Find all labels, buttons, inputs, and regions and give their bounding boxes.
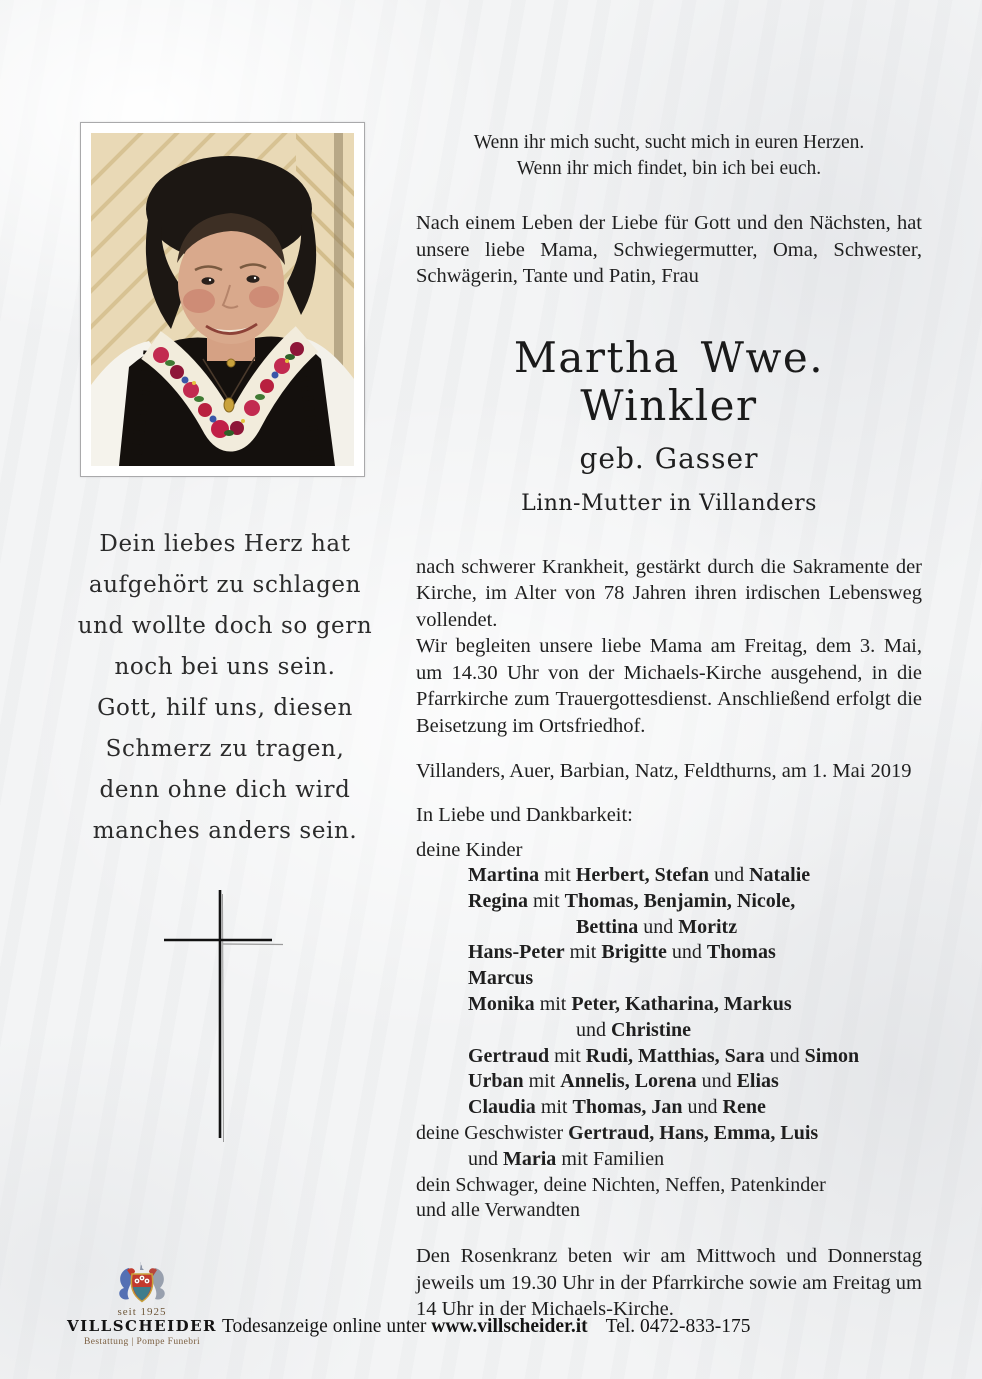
poem-line: manches anders sein. bbox=[92, 818, 358, 844]
deceased-name: Martha Wwe. Winkler bbox=[513, 332, 825, 430]
rosary-paragraph: Den Rosenkranz beten wir am Mittwoch und Donnerstag jeweils um 19.30 Uhr in der Pfarrkirche sowie am Freitag um 14 Uhr in der Michaels-Kirche. bbox=[416, 1245, 922, 1321]
portrait-photo bbox=[91, 133, 354, 466]
portrait-photo-frame bbox=[80, 122, 365, 477]
intro-paragraph: Nach einem Leben der Liebe für Gott und den Nächsten, hat unsere liebe Mama, Schwiegermutter, Oma, Schwester, Schwägerin, Tante und Patin, Frau bbox=[416, 212, 922, 287]
family-list bbox=[416, 863, 922, 1224]
children-label: deine Kinder bbox=[416, 839, 523, 861]
villscheider-crest-logo bbox=[117, 1261, 167, 1307]
memorial-poem bbox=[65, 524, 385, 852]
announcement-paragraph-2: Wir begleiten unsere liebe Mama am Freitag, dem 3. Mai, um 14.30 Uhr von der Michaels-Kirche ausgehend, in die Pfarrkirche zum Trauergottesdienst. Anschließend erfolgt die Beisetzung im Ortsfriedhof. bbox=[416, 635, 922, 737]
family-line: Claudia mit Thomas, Jan und Rene bbox=[468, 1096, 766, 1119]
family-line: Regina mit Thomas, Benjamin, Nicole, bbox=[468, 889, 796, 912]
poem-line: noch bei uns sein. bbox=[114, 654, 336, 680]
footer-phone: Tel. 0472-833-175 bbox=[605, 1316, 751, 1337]
poem-line: Dein liebes Herz hat bbox=[99, 531, 351, 557]
poem-line: aufgehört zu schlagen bbox=[88, 572, 362, 598]
family-line: Monika mit Peter, Katharina, Markus bbox=[468, 992, 792, 1015]
family-line: deine Geschwister Gertraud, Hans, Emma, Luis bbox=[416, 1121, 819, 1144]
poem-line: und wollte doch so gern bbox=[77, 613, 373, 639]
footer-notice bbox=[222, 1316, 751, 1338]
memorial-cross-icon bbox=[148, 880, 298, 1152]
family-line: Urban mit Annelis, Lorena und Elias bbox=[468, 1070, 779, 1093]
place-date-line: Villanders, Auer, Barbian, Natz, Feldthurns, am 1. Mai 2019 bbox=[416, 760, 912, 782]
poem-line: Schmerz zu tragen, bbox=[105, 736, 345, 762]
family-line: und Maria mit Familien bbox=[468, 1147, 665, 1170]
footer-notice-prefix: Todesanzeige online unter bbox=[222, 1316, 432, 1337]
epigraph bbox=[416, 130, 922, 182]
family-line: Marcus bbox=[468, 967, 534, 990]
epigraph-line-2: Wenn ihr mich findet, bin ich bei euch. bbox=[516, 158, 822, 179]
brand-name: VILLSCHEIDER bbox=[66, 1317, 218, 1335]
family-line: Bettina und Moritz bbox=[576, 915, 738, 938]
family-line: und Christine bbox=[576, 1018, 691, 1041]
poem-line: denn ohne dich wird bbox=[99, 777, 351, 803]
family-line: dein Schwager, deine Nichten, Neffen, Patenkinder bbox=[416, 1173, 826, 1196]
announcement-column bbox=[416, 130, 922, 1323]
footer-website: www.villscheider.it bbox=[431, 1316, 588, 1337]
brand-subtitle: Bestattung | Pompe Funebri bbox=[83, 1337, 200, 1347]
family-line: und alle Verwandten bbox=[416, 1199, 581, 1222]
family-line: Martina mit Herbert, Stefan und Natalie bbox=[468, 864, 811, 886]
family-line: Hans-Peter mit Brigitte und Thomas bbox=[468, 941, 776, 964]
house-name: Linn-Mutter in Villanders bbox=[521, 490, 817, 516]
poem-line: Gott, hilf uns, diesen bbox=[97, 695, 353, 721]
maiden-name: geb. Gasser bbox=[579, 441, 759, 475]
family-line: Gertraud mit Rudi, Matthias, Sara und Simon bbox=[468, 1044, 860, 1067]
epigraph-line-1: Wenn ihr mich sucht, sucht mich in euren Herzen. bbox=[473, 132, 865, 153]
gratitude-line: In Liebe und Dankbarkeit: bbox=[416, 804, 633, 826]
announcement-paragraph-1: nach schwerer Krankheit, gestärkt durch die Sakramente der Kirche, im Alter von 78 Jahren ihren irdischen Lebensweg vollendet. bbox=[416, 555, 922, 631]
brand-since: seit 1925 bbox=[117, 1306, 167, 1318]
